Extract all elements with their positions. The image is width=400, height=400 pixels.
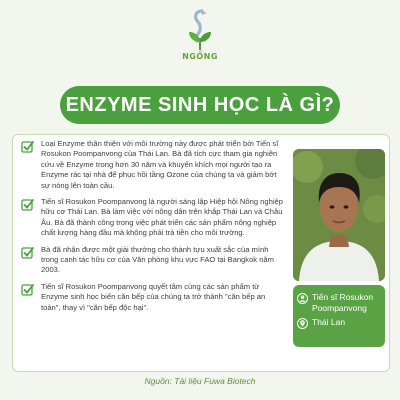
person-icon (297, 293, 308, 304)
logo-text: NGỐNG (182, 52, 218, 61)
profile-country-row (297, 317, 381, 329)
list-item (21, 282, 283, 313)
portrait-photo (293, 149, 385, 281)
portrait-illustration (293, 149, 385, 281)
source-credit: Nguồn: Tài liệu Fuwa Biotech (144, 376, 256, 386)
profile-country: Thái Lan (312, 317, 346, 327)
item-text: Loại Enzyme thân thiện với môi trường này được phát triển bởi Tiến sĩ Rosukon Poompanvong của Thái Lan. Bà đã tích cực tham gia nghiên cứu về Enzyme trong hơn 30 năm và khuyến khích mọi người tạo ra Enzyme rác tại nhà để phục hồi tầng Ozone của chúng ta và giảm bớt sự nóng lên toàn cầu. (41, 139, 279, 190)
goose-logo-icon (185, 8, 215, 50)
check-icon (21, 198, 34, 211)
check-icon (21, 246, 34, 259)
item-text: Tiến sĩ Rosukon Poompanvong là người sáng lập Hiệp hội Nông nghiệp hữu cơ Thái Lan. Bà làm việc với nông dân trên khắp Thái Lan và Châu Âu. Bà đã thành công trong việc phát triển các sản phẩm nông nghiệp chất lượng hàng đầu mà không phải trả tiền cho môi trường. (41, 197, 283, 238)
check-icon (21, 140, 34, 153)
title-banner (60, 86, 340, 124)
list-item (21, 245, 283, 276)
profile-name: Tiến sĩ Rosukon Poompanvong (312, 292, 374, 313)
bullet-list (21, 139, 283, 319)
check-icon (21, 283, 34, 296)
profile-caption (293, 285, 385, 347)
brand-logo (174, 8, 226, 66)
content-card (12, 134, 390, 372)
item-text: Tiến sĩ Rosukon Poompanvong quyết tâm cùng các sản phẩm từ Enzyme sinh học biến căn bếp của chúng ta trở thành "căn bếp an toàn", thay vì "căn bếp độc hại". (41, 281, 266, 312)
item-text: Bà đã nhận được một giải thưởng cho thành tựu xuất sắc của mình trong canh tác hữu cơ của Văn phòng khu vực FAO tại Bangkok năm 2003. (41, 244, 274, 275)
page-title: ENZYME SINH HỌC LÀ GÌ? (65, 93, 335, 116)
list-item (21, 197, 283, 239)
profile-name-row (297, 292, 381, 314)
list-item (21, 139, 283, 191)
location-pin-icon (297, 318, 308, 329)
